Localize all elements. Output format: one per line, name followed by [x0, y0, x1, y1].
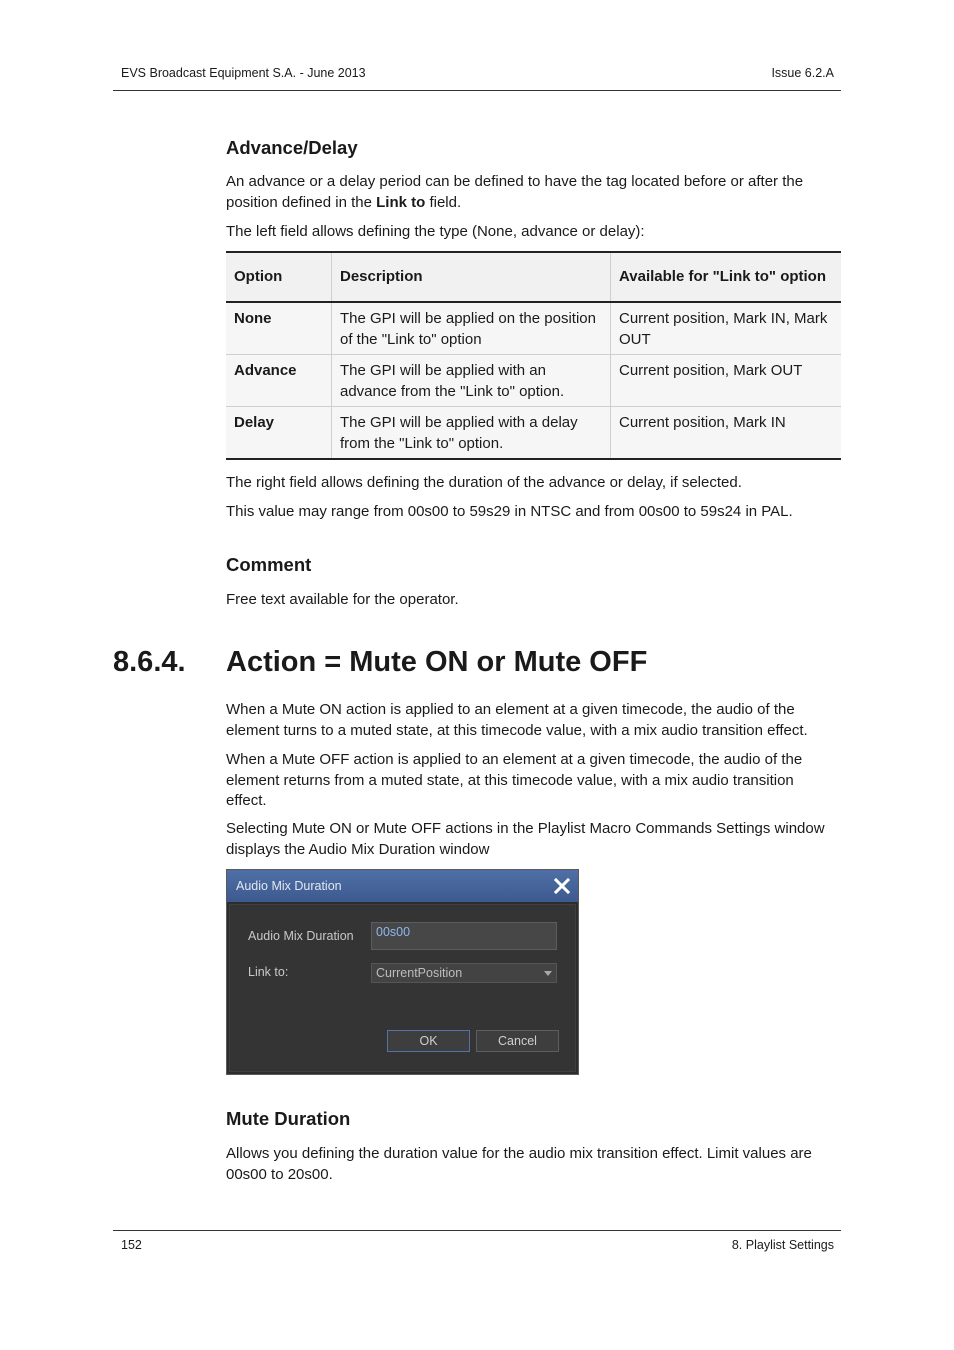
- dialog-title: Audio Mix Duration: [236, 879, 342, 893]
- duration-label: Audio Mix Duration: [248, 929, 354, 943]
- table-cell: Current position, Mark OUT: [611, 355, 842, 407]
- table-header: Option: [226, 252, 332, 302]
- left-field-paragraph: The left field allows defining the type (None, advance or delay):: [226, 223, 645, 240]
- duration-input[interactable]: 00s00: [371, 922, 557, 950]
- range-paragraph: This value may range from 00s00 to 59s29 in NTSC and from 00s00 to 59s24 in PAL.: [226, 503, 793, 520]
- mute-duration-heading: Mute Duration: [226, 1108, 351, 1129]
- table-cell: Current position, Mark IN, Mark OUT: [611, 302, 842, 355]
- cancel-button[interactable]: Cancel: [476, 1030, 559, 1052]
- footer-chapter: 8. Playlist Settings: [731, 1238, 834, 1252]
- comment-text: Free text available for the operator.: [226, 591, 459, 608]
- table-cell: The GPI will be applied on the position of the "Link to" option: [332, 302, 611, 355]
- para-text: field.: [425, 193, 462, 211]
- table-cell: None: [226, 302, 332, 355]
- ok-button[interactable]: OK: [387, 1030, 470, 1052]
- para-text: An advance or a delay period can be defined to have the tag located before or after the position defined in the: [226, 173, 804, 211]
- table-row: [226, 302, 841, 355]
- table-row: [226, 407, 841, 460]
- close-icon[interactable]: [552, 876, 572, 896]
- header-rule: [113, 90, 841, 91]
- table-row: [226, 355, 841, 407]
- options-table: [226, 251, 841, 460]
- page-number: 152: [121, 1238, 142, 1252]
- mute-off-paragraph: When a Mute OFF action is applied to an element at a given timecode, the audio of the element returns from a muted state, at this timecode value, with a mix audio transition effect.: [226, 751, 803, 809]
- table-header: Available for "Link to" option: [611, 252, 842, 302]
- audio-mix-duration-dialog: [226, 869, 579, 1075]
- table-cell: Advance: [226, 355, 332, 407]
- table-header: Description: [332, 252, 611, 302]
- dialog-title-bar: [227, 870, 578, 902]
- header-left: EVS Broadcast Equipment S.A. - June 2013: [121, 66, 366, 80]
- advance-delay-paragraph: [226, 172, 838, 213]
- footer-rule: [113, 1230, 841, 1231]
- table-cell: The GPI will be applied with an advance from the "Link to" option.: [332, 355, 611, 407]
- header-right: Issue 6.2.A: [771, 66, 834, 80]
- chevron-down-icon: [544, 971, 552, 976]
- link-to-value: CurrentPosition: [376, 966, 463, 980]
- table-cell: Current position, Mark IN: [611, 407, 842, 460]
- table-cell: Delay: [226, 407, 332, 460]
- section-title: Action = Mute ON or Mute OFF: [226, 646, 648, 678]
- advance-delay-heading: Advance/Delay: [226, 137, 358, 158]
- link-to-label: Link to:: [248, 965, 289, 979]
- table-cell: The GPI will be applied with a delay from the "Link to" option.: [332, 407, 611, 460]
- dialog-body: [229, 904, 576, 1072]
- mute-duration-text: Allows you defining the duration value for the audio mix transition effect. Limit values are 00s00 to 20s00.: [226, 1145, 812, 1183]
- comment-heading: Comment: [226, 554, 312, 575]
- selecting-paragraph: Selecting Mute ON or Mute OFF actions in the Playlist Macro Commands Settings window displays the Audio Mix Duration window: [226, 820, 825, 858]
- right-field-paragraph: The right field allows defining the duration of the advance or delay, if selected.: [226, 474, 742, 491]
- link-to-bold: Link to: [376, 193, 426, 211]
- link-to-select[interactable]: [371, 963, 557, 983]
- mute-on-paragraph: When a Mute ON action is applied to an element at a given timecode, the audio of the element turns to a muted state, at this timecode value, with a mix audio transition effect.: [226, 701, 808, 739]
- section-number: 8.6.4.: [113, 646, 186, 678]
